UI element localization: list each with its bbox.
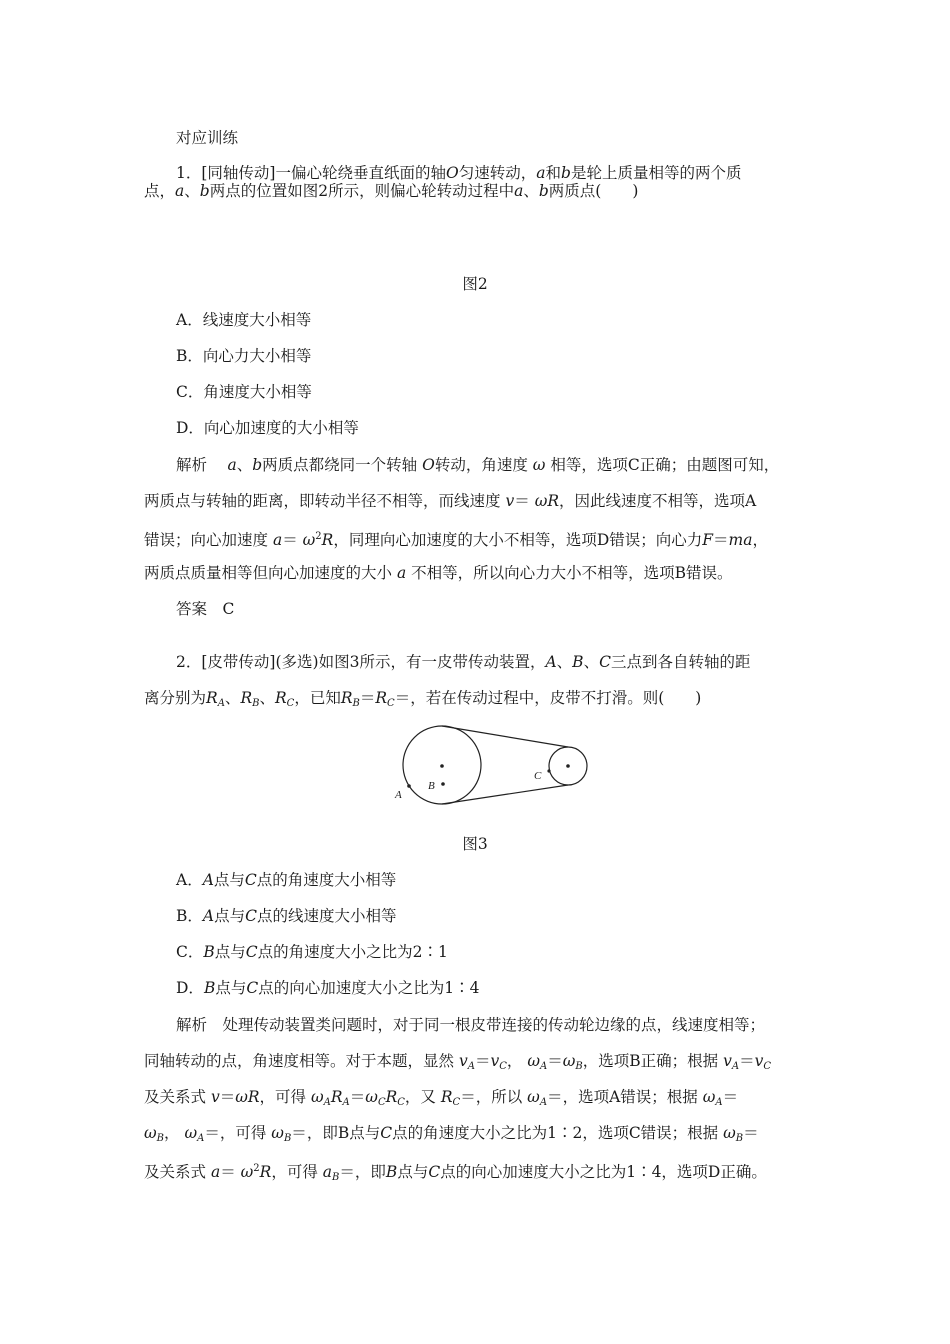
q1-option-a: A．线速度大小相等: [176, 311, 312, 329]
q1-stem-line1: [176, 163, 808, 183]
label-b: B: [428, 780, 435, 792]
q1-option-b: B．向心力大小相等: [176, 347, 312, 365]
q1-stem-line2: 点，a、b两点的位置如图2所示，则偏心轮转动过程中a、b两质点( ): [144, 182, 639, 200]
label-a: A: [395, 789, 402, 801]
q2-option-c: C．B点与C点的角速度大小之比为2∶1: [176, 943, 448, 961]
q1-option-c: C．角速度大小相等: [176, 383, 312, 401]
section-title: 对应训练: [176, 129, 239, 147]
q2-option-b: B．A点与C点的线速度大小相等: [176, 907, 397, 925]
q2-stem-line1: 2．[皮带传动](多选)如图3所示，有一皮带传动装置，A、B、C三点到各自转轴的距: [176, 653, 751, 671]
q1-answer: 答案 C: [176, 600, 235, 618]
q1-option-d: D．向心加速度的大小相等: [176, 419, 359, 437]
figure-2-caption: 图2: [462, 275, 488, 293]
belt-upper: [442, 726, 568, 747]
large-pulley-axis: [440, 764, 444, 768]
point-a: [407, 784, 411, 788]
q1-analysis-line3: 错误；向心加速度 $a= \omega^2R$，同理向心加速度的大小不相等，选项D错误；向心力F＝ma，: [144, 531, 769, 549]
q1-analysis-line2: 两质点与转轴的距离，即转动半径不相等，而线速度 v＝ ωR，因此线速度不相等，选项A: [144, 492, 757, 510]
q2-option-d: D．B点与C点的向心加速度大小之比为1∶4: [176, 979, 480, 997]
q2-analysis-line1: 解析 处理传动装置类问题时，对于同一根皮带连接的传动轮边缘的点，线速度相等；: [176, 1016, 766, 1034]
small-pulley-axis: [566, 764, 570, 768]
belt-lower: [442, 785, 568, 804]
q2-analysis-line4: $\omega_B$， $\omega_A=$，可得 $\omega_B=$，即B点与C点的角速度大小之比为1∶2，选项C错误；根据 $\omega_B=$: [144, 1124, 759, 1144]
point-c: [547, 769, 550, 772]
label-c: C: [534, 770, 542, 782]
q2-option-a: A．A点与C点的角速度大小相等: [176, 871, 397, 889]
q2-stem-line2: 离分别为$R_A$、$R_B$、$R_C$，已知$R_B=R_C=$，若在传动过程中，皮带不打滑。则( ): [144, 689, 702, 709]
q2-analysis-line5: 及关系式 $a= \omega^2R$，可得 $a_B=$，即B点与C点的向心加速度大小之比为1∶4，选项D正确。: [144, 1163, 767, 1183]
q2-analysis-line3: 及关系式 v＝ωR，可得 $\omega_AR_A=\omega_CR_C$，又 $R_C=$，所以 $\omega_A=$，选项A错误；根据 $\omega_A=$: [144, 1088, 739, 1108]
q2-analysis-line2: 同轴转动的点，角速度相等。对于本题，显然 $v_A=v_C$， $\omega_A=\omega_B$，选项B正确；根据 $v_A=v_C$: [144, 1052, 771, 1072]
point-b: [441, 782, 445, 786]
belt-transmission-diagram: [380, 722, 600, 812]
figure-3-caption: 图3: [462, 835, 488, 853]
q1-analysis-line1: 解析 a、b两质点都绕同一个转轴 O转动，角速度 ω 相等，选项C正确；由题图可知，: [176, 456, 780, 474]
q1-number: 1．[同轴传动]一偏心轮绕垂直纸面的轴O匀速转动，a和b是轮上质量相等的两个质: [176, 164, 742, 182]
q1-analysis-line4: 两质点质量相等但向心加速度的大小 a 不相等，所以向心力大小不相等，选项B错误。: [144, 564, 733, 582]
